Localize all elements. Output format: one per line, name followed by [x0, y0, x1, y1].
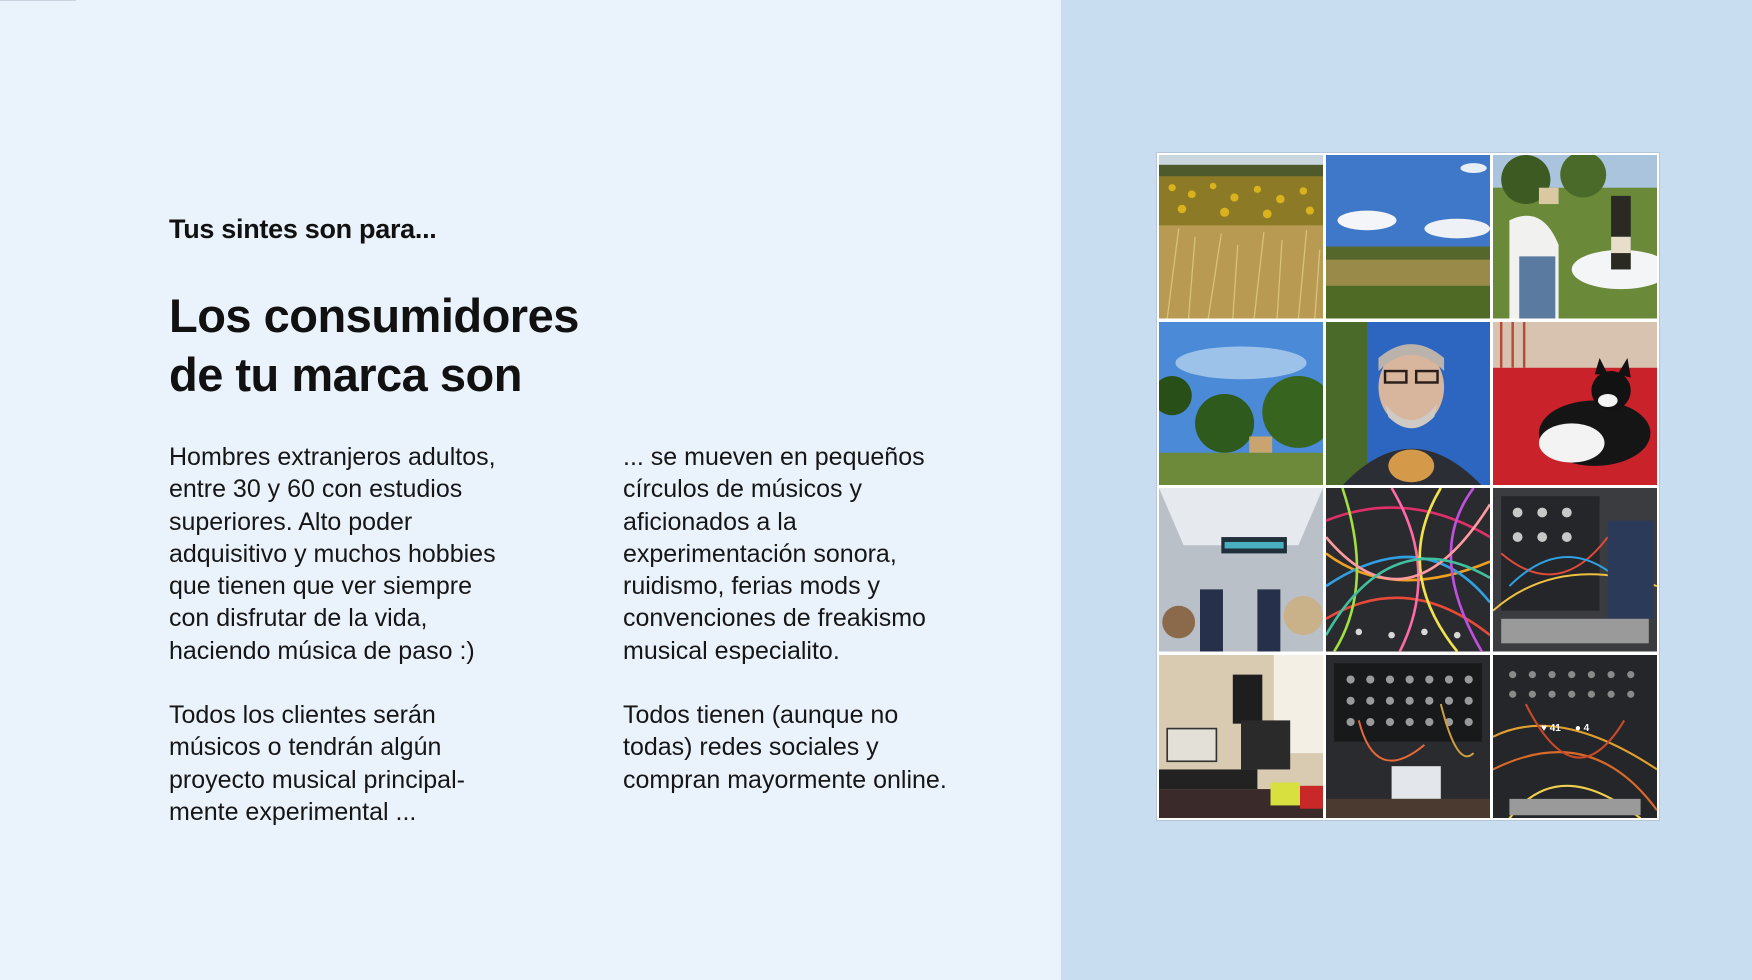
modular-synth-photo[interactable]: [1326, 655, 1490, 819]
trees-house-photo[interactable]: [1159, 322, 1323, 486]
likes-stat: ♥ 41: [1541, 722, 1561, 734]
paragraph: [623, 441, 1053, 667]
text-line: aficionados a la: [623, 507, 797, 536]
sunflower-field-photo[interactable]: [1159, 155, 1323, 319]
text-line: ... se mueven en pequeños: [623, 443, 925, 471]
text-line: que tienen que ver siempre: [169, 572, 472, 601]
text-line: ruidismo, ferias mods y: [623, 572, 881, 601]
text-line: entre 30 y 60 con estudios: [169, 475, 463, 504]
text-line: convenciones de freakismo: [623, 604, 926, 633]
comments-count: 4: [1583, 722, 1590, 734]
paragraph: [169, 699, 599, 828]
text-line: mente experimental ...: [169, 797, 417, 826]
post-stats-overlay: [1541, 723, 1589, 734]
modular-cables-photo[interactable]: [1493, 655, 1657, 819]
slide-kicker: Tus sintes son para...: [169, 214, 437, 244]
text-line: todas) redes sociales y: [623, 733, 879, 762]
left-text-column: [169, 441, 599, 828]
text-line: haciendo música de paso :): [169, 636, 475, 665]
title-line: Los consumidores: [169, 289, 579, 342]
comments-stat: ● 4: [1574, 722, 1590, 734]
text-line: Todos los clientes serán: [169, 701, 436, 730]
text-line: círculos de músicos y: [623, 475, 862, 504]
likes-count: 41: [1549, 722, 1561, 734]
text-line: proyecto musical principal-: [169, 765, 465, 794]
title-line: de tu marca son: [169, 348, 522, 401]
text-line: con disfrutar de la vida,: [169, 604, 428, 633]
text-line: Todos tienen (aunque no: [623, 701, 899, 730]
patch-cables-photo[interactable]: [1326, 488, 1490, 652]
text-line: compran mayormente online.: [623, 765, 947, 794]
paragraph: [623, 699, 1053, 796]
text-line: experimentación sonora,: [623, 539, 897, 568]
top-divider: [0, 0, 76, 1]
paragraph: [169, 441, 599, 667]
train-interior-photo[interactable]: [1159, 488, 1323, 652]
text-line: adquisitivo y muchos hobbies: [169, 539, 496, 568]
selfie-photo[interactable]: [1326, 322, 1490, 486]
text-line: superiores. Alto poder: [169, 507, 413, 536]
text-line: músicos o tendrán algún: [169, 733, 442, 762]
text-line: Hombres extranjeros adultos,: [169, 443, 496, 471]
slide-title: [169, 286, 579, 404]
home-studio-photo[interactable]: [1159, 655, 1323, 819]
garden-wine-photo[interactable]: [1493, 155, 1657, 319]
modular-rack-photo[interactable]: [1493, 488, 1657, 652]
right-text-column: [623, 441, 1053, 796]
text-line: musical especialito.: [623, 636, 840, 665]
instagram-photo-grid: [1157, 153, 1659, 820]
cat-photo[interactable]: [1493, 322, 1657, 486]
sky-landscape-photo[interactable]: [1326, 155, 1490, 319]
